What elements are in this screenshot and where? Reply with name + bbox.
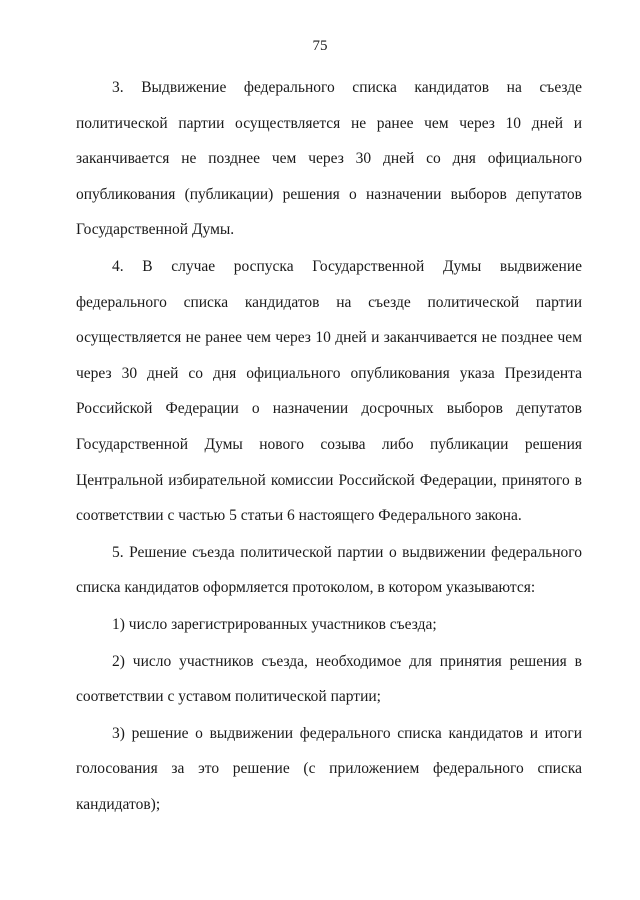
document-body (76, 70, 582, 822)
paragraph-item-3: 3. Выдвижение федерального списка кандидатов на съезде политической партии осуществляется не ранее чем через 10 дней и заканчивается не позднее чем через 30 дней со дня официального опубликования (публикации) решения о назначении выборов депутатов Государственной Думы. (76, 79, 582, 239)
paragraph-item-4: 4. В случае роспуска Государственной Думы выдвижение федерального списка кандидатов на съезде политической партии осуществляется не ранее чем через 10 дней и заканчивается не позднее чем через 30 дней со дня официального опубликования указа Президента Российской Федерации о назначении досрочных выборов депутатов Государственной Думы нового созыва либо публикации решения Центральной избирательной комиссии Российской Федерации, принятого в соответствии с частью 5 статьи 6 настоящего Федерального закона. (76, 257, 582, 525)
paragraph-item-5: 5. Решение съезда политической партии о выдвижении федерального списка кандидатов оформляется протоколом, в котором указываются: (76, 543, 582, 597)
list-item-1: 1) число зарегистрированных участников съезда; (112, 615, 437, 633)
page-number: 75 (312, 38, 328, 54)
list-item-2: 2) число участников съезда, необходимое для принятия решения в соответствии с уставом политической партии; (76, 652, 582, 706)
list-item-3: 3) решение о выдвижении федерального списка кандидатов и итоги голосования за это решение (с приложением федерального списка кандидатов); (76, 724, 582, 813)
